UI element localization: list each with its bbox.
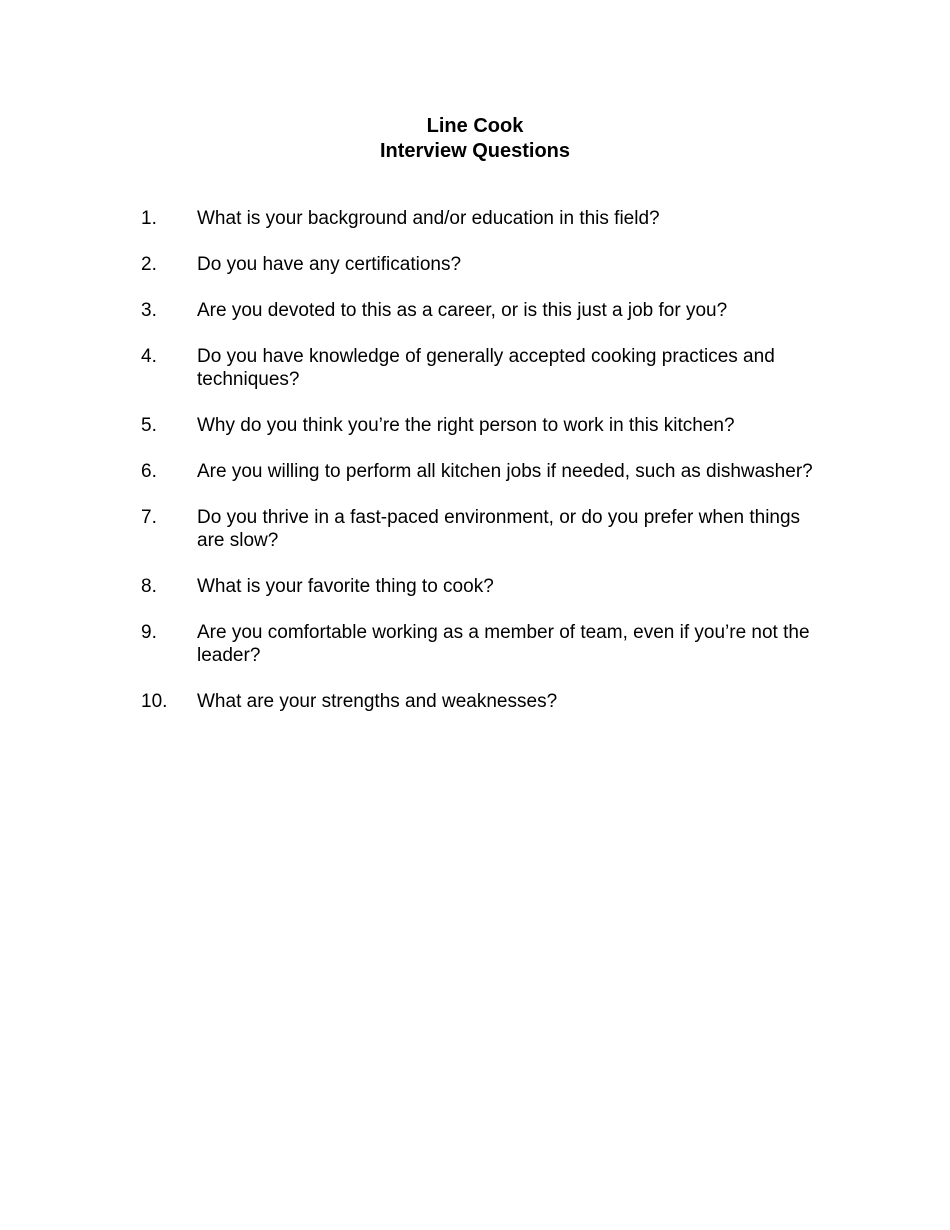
question-number: 4. <box>141 346 157 367</box>
question-item-10 <box>141 690 841 713</box>
question-number: 10. <box>141 691 168 712</box>
title-line-subtitle: Interview Questions <box>379 140 571 162</box>
document-title <box>0 114 950 164</box>
question-item-7 <box>141 506 841 552</box>
question-item-1 <box>141 207 841 230</box>
question-number: 8. <box>141 576 157 597</box>
question-text: Do you have any certifications? <box>197 254 462 275</box>
question-number: 6. <box>141 461 157 482</box>
question-number: 1. <box>141 208 157 229</box>
question-text: What is your favorite thing to cook? <box>197 576 494 597</box>
question-list <box>141 207 841 736</box>
question-number: 7. <box>141 507 157 528</box>
question-text: Are you willing to perform all kitchen jobs if needed, such as dishwasher? <box>197 461 813 482</box>
question-text: What is your background and/or education in this field? <box>197 208 660 229</box>
question-text: What are your strengths and weaknesses? <box>197 691 558 712</box>
question-item-4 <box>141 345 841 391</box>
question-item-8 <box>141 575 841 598</box>
question-item-5 <box>141 414 841 437</box>
question-text: Are you devoted to this as a career, or is this just a job for you? <box>197 300 728 321</box>
question-number: 3. <box>141 300 157 321</box>
question-item-3 <box>141 299 841 322</box>
question-text: Are you comfortable working as a member of team, even if you’re not the leader? <box>197 622 810 666</box>
question-text: Do you have knowledge of generally accepted cooking practices and techniques? <box>197 346 775 390</box>
question-text: Do you thrive in a fast-paced environment, or do you prefer when things are slow? <box>197 507 801 551</box>
title-line-job: Line Cook <box>426 115 524 137</box>
question-item-6 <box>141 460 841 483</box>
question-item-2 <box>141 253 841 276</box>
question-number: 2. <box>141 254 157 275</box>
question-text: Why do you think you’re the right person to work in this kitchen? <box>197 415 735 436</box>
question-item-9 <box>141 621 841 667</box>
question-number: 5. <box>141 415 157 436</box>
question-number: 9. <box>141 622 157 643</box>
